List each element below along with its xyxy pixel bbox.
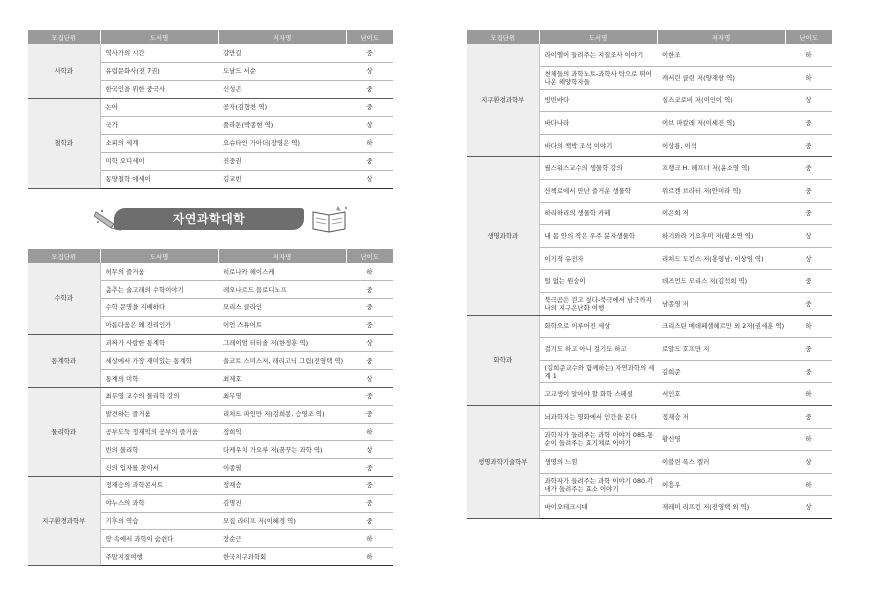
header-book: 도서명 bbox=[100, 249, 218, 263]
book-title: 신의 입자를 찾아서 bbox=[100, 459, 218, 477]
natural-science-table-continued bbox=[467, 30, 832, 519]
header-level: 난이도 bbox=[785, 30, 832, 44]
difficulty-level: 중 bbox=[346, 512, 393, 530]
author-name: 로알드 호프만 저 bbox=[657, 338, 785, 361]
difficulty-level: 하 bbox=[785, 44, 832, 67]
book-title: 기후의 역습 bbox=[100, 512, 218, 530]
difficulty-level: 상 bbox=[785, 496, 832, 519]
book-title: 생명의 느낌 bbox=[539, 451, 657, 474]
book-title: 논어 bbox=[100, 98, 218, 116]
difficulty-level: 상 bbox=[346, 116, 393, 134]
author-name: 리처드 파인만 저(김희봉, 승영조 역) bbox=[218, 405, 346, 423]
difficulty-level: 하 bbox=[346, 263, 393, 281]
difficulty-level: 하 bbox=[346, 530, 393, 548]
book-title: 발견하는 즐거움 bbox=[100, 405, 218, 423]
header-unit: 모집단위 bbox=[28, 249, 100, 263]
difficulty-level: 중 bbox=[346, 80, 393, 98]
author-name: 이상룡, 이석 bbox=[657, 134, 785, 157]
table-row bbox=[467, 406, 832, 429]
book-title: 야누스의 과학 bbox=[100, 494, 218, 512]
table-body bbox=[28, 263, 393, 566]
section-banner bbox=[94, 204, 354, 234]
book-title: 하리하리의 생물학 카페 bbox=[539, 202, 657, 225]
author-name: 레오나르드 믈로디노프 bbox=[218, 281, 346, 299]
table-row bbox=[28, 334, 393, 352]
author-name: 하기와라 기요후미 저(황소연 역) bbox=[657, 225, 785, 248]
book-title: (김희준교수와 함께하는) 자연과학의 세계 1 bbox=[539, 360, 657, 383]
author-name: 캐서린 클린 저(양재삼 역) bbox=[657, 67, 785, 90]
header-row bbox=[28, 249, 393, 263]
table-row bbox=[28, 98, 393, 116]
unit-cell: 사학과 bbox=[28, 44, 100, 98]
table-row bbox=[28, 477, 393, 495]
book-title: 내 몸 안의 작은 우주 분자생물학 bbox=[539, 225, 657, 248]
author-name: 모리스 클라인 bbox=[218, 299, 346, 317]
unit-cell: 지구환경과학부 bbox=[467, 44, 539, 157]
difficulty-level: 하 bbox=[785, 473, 832, 496]
natural-science-table bbox=[28, 249, 393, 566]
table-body bbox=[467, 44, 832, 518]
author-name: 정재승 bbox=[218, 477, 346, 495]
author-name: 최제호 bbox=[218, 370, 346, 388]
table-row bbox=[28, 388, 393, 406]
book-title: 국가 bbox=[100, 116, 218, 134]
author-name: 다케우치 가오루 저(꿈꾸는 과학 역) bbox=[218, 441, 346, 459]
difficulty-level: 상 bbox=[785, 247, 832, 270]
header-row bbox=[467, 30, 832, 44]
book-title: 주말지질여행 bbox=[100, 548, 218, 566]
difficulty-level: 중 bbox=[346, 281, 393, 299]
difficulty-level: 상 bbox=[785, 451, 832, 474]
difficulty-level: 중 bbox=[785, 338, 832, 361]
author-name: 김교빈 bbox=[218, 170, 346, 188]
author-name: 공자(김형찬 역) bbox=[218, 98, 346, 116]
author-name: 김명진 bbox=[218, 494, 346, 512]
author-name: 강만길 bbox=[218, 44, 346, 62]
difficulty-level: 중 bbox=[785, 406, 832, 429]
difficulty-level: 하 bbox=[785, 383, 832, 406]
author-name: 이브 파칼레 저(이세진 역) bbox=[657, 112, 785, 135]
header-unit: 모집단위 bbox=[467, 30, 539, 44]
book-title: 고교생이 알아야 할 화학 스페셜 bbox=[539, 383, 657, 406]
book-title: 유럽문화사(전 7권) bbox=[100, 62, 218, 80]
book-title: 필스워스교수의 생물학 강의 bbox=[539, 157, 657, 180]
author-name: 프랭크 H. 헤프너 저(윤소영 역) bbox=[657, 157, 785, 180]
header-author: 저자명 bbox=[657, 30, 785, 44]
difficulty-level: 상 bbox=[346, 334, 393, 352]
book-title: 걸기도 하고 아니 걸기도 하고 bbox=[539, 338, 657, 361]
banner-title: 자연과학대학 bbox=[172, 212, 246, 226]
difficulty-level: 중 bbox=[346, 494, 393, 512]
difficulty-level: 중 bbox=[785, 112, 832, 135]
book-title: 통계의 미학 bbox=[100, 370, 218, 388]
book-title: 세상에서 가장 재미있는 통계학 bbox=[100, 352, 218, 370]
difficulty-level: 중 bbox=[346, 388, 393, 406]
book-title: 최무영 교수의 물리학 강의 bbox=[100, 388, 218, 406]
author-name: 실스코로비 저(이인이 역) bbox=[657, 89, 785, 112]
book-icon bbox=[310, 204, 350, 234]
difficulty-level: 중 bbox=[785, 134, 832, 157]
author-name: 모집 라티프 저(이혜경 역) bbox=[218, 512, 346, 530]
header-author: 저자명 bbox=[218, 30, 346, 44]
difficulty-level: 상 bbox=[346, 441, 393, 459]
author-name: 제레미 리프킨 저(전영택 외 역) bbox=[657, 496, 785, 519]
book-title: 역사가의 시간 bbox=[100, 44, 218, 62]
unit-cell: 물리학과 bbox=[28, 388, 100, 477]
difficulty-level: 중 bbox=[346, 316, 393, 334]
unit-cell: 지구환경과학부 bbox=[28, 477, 100, 566]
author-name: 리처드 도킨스 저(홍영남, 이상임 역) bbox=[657, 247, 785, 270]
author-name: 도날드 서순 bbox=[218, 62, 346, 80]
difficulty-level: 하 bbox=[346, 134, 393, 152]
banner-ribbon bbox=[114, 208, 304, 230]
author-name: 플라톤(박종현 역) bbox=[218, 116, 346, 134]
difficulty-level: 하 bbox=[785, 315, 832, 338]
book-title: 뇌과학자는 영화에서 인간을 본다 bbox=[539, 406, 657, 429]
difficulty-level: 중 bbox=[346, 299, 393, 317]
book-title: 수학 문명을 지배하다 bbox=[100, 299, 218, 317]
author-name: 진중권 bbox=[218, 152, 346, 170]
book-title: 동양철학 에세이 bbox=[100, 170, 218, 188]
difficulty-level: 상 bbox=[346, 170, 393, 188]
author-name: 그레이엄 터터솔 저(한정훈 역) bbox=[218, 334, 346, 352]
difficulty-level: 하 bbox=[785, 428, 832, 451]
difficulty-level: 중 bbox=[346, 352, 393, 370]
difficulty-level: 중 bbox=[785, 270, 832, 293]
book-title: 괴짜가 사랑한 통계학 bbox=[100, 334, 218, 352]
author-name: 최무영 bbox=[218, 388, 346, 406]
book-title: 빙빈바다 bbox=[539, 89, 657, 112]
header-book: 도서명 bbox=[539, 30, 657, 44]
unit-cell: 철학과 bbox=[28, 98, 100, 188]
book-title: 바이오테크시대 bbox=[539, 496, 657, 519]
book-title: 땅 속에서 과학이 숨쉰다 bbox=[100, 530, 218, 548]
difficulty-level: 중 bbox=[346, 98, 393, 116]
book-title: 한국인을 위한 중국사 bbox=[100, 80, 218, 98]
difficulty-level: 중 bbox=[785, 180, 832, 203]
header-book: 도서명 bbox=[100, 30, 218, 44]
author-name: 신성곤 bbox=[218, 80, 346, 98]
header-level: 난이도 bbox=[346, 30, 393, 44]
difficulty-level: 상 bbox=[346, 370, 393, 388]
difficulty-level: 상 bbox=[785, 225, 832, 248]
book-title: 이기적 유전자 bbox=[539, 247, 657, 270]
book-title: 빈의 물리학 bbox=[100, 441, 218, 459]
author-name: 이언 스튜어트 bbox=[218, 316, 346, 334]
author-name: 정재승 저 bbox=[657, 406, 785, 429]
author-name: 요슈타인 가아더(장영은 역) bbox=[218, 134, 346, 152]
table-body bbox=[28, 44, 393, 188]
book-title: 춤추는 술고래의 수학이야기 bbox=[100, 281, 218, 299]
difficulty-level: 중 bbox=[785, 202, 832, 225]
book-title: 과학자가 들려주는 과학 이야기 085.통순이 들려주는 효기체로 이야기 bbox=[539, 428, 657, 451]
table-row bbox=[467, 157, 832, 180]
author-name: 크리스틴 메데페셀헤르만 외 2저(권세훈 역) bbox=[657, 315, 785, 338]
author-name: 이한조 bbox=[657, 44, 785, 67]
author-name: 장순근 bbox=[218, 530, 346, 548]
book-title: 산책로에서 만난 즐거운 생물학 bbox=[539, 180, 657, 203]
table-header bbox=[28, 30, 393, 44]
book-title: 아름다움은 왜 진리인가 bbox=[100, 316, 218, 334]
unit-cell: 생명과학과 bbox=[467, 157, 539, 315]
table-row bbox=[28, 263, 393, 281]
table-header bbox=[28, 249, 393, 263]
header-unit: 모집단위 bbox=[28, 30, 100, 44]
difficulty-level: 하 bbox=[346, 548, 393, 566]
book-title: 공부도둑 정재익의 공부의 즐거움 bbox=[100, 423, 218, 441]
book-title: 정재승의 과학콘서트 bbox=[100, 477, 218, 495]
book-title: 미학 오디세이 bbox=[100, 152, 218, 170]
difficulty-level: 하 bbox=[346, 423, 393, 441]
table-row bbox=[467, 44, 832, 67]
difficulty-level: 중 bbox=[785, 360, 832, 383]
unit-cell: 수학과 bbox=[28, 263, 100, 334]
difficulty-level: 중 bbox=[346, 152, 393, 170]
unit-cell: 생명과학기술학부 bbox=[467, 406, 539, 519]
header-author: 저자명 bbox=[218, 249, 346, 263]
book-title: 라이엘이 들려주는 지질조사 이야기 bbox=[539, 44, 657, 67]
author-name: 정희익 bbox=[218, 423, 346, 441]
book-title: 천체들의 과학노트-과학사 탁으로 뛰어 나온 해양학자들 bbox=[539, 67, 657, 90]
book-title: 화학으로 이루어진 세상 bbox=[539, 315, 657, 338]
author-name: 한국지구과학회 bbox=[218, 548, 346, 566]
author-name: 울코트 스미스저, 래리고닉 그림(전영택 역) bbox=[218, 352, 346, 370]
humanities-table bbox=[28, 30, 393, 189]
author-name: 히로나카 헤이스케 bbox=[218, 263, 346, 281]
difficulty-level: 중 bbox=[785, 293, 832, 316]
unit-cell: 통계학과 bbox=[28, 334, 100, 387]
difficulty-level: 중 bbox=[346, 477, 393, 495]
book-title: 소피의 세계 bbox=[100, 134, 218, 152]
author-name: 이흥우 bbox=[657, 473, 785, 496]
difficulty-level: 중 bbox=[346, 459, 393, 477]
difficulty-level: 하 bbox=[785, 67, 832, 90]
author-name: 데즈먼드 모리스 저(김석희 역) bbox=[657, 270, 785, 293]
unit-cell: 화학과 bbox=[467, 315, 539, 405]
book-title: 허무의 즐거움 bbox=[100, 263, 218, 281]
table-header bbox=[467, 30, 832, 44]
difficulty-level: 중 bbox=[785, 157, 832, 180]
difficulty-level: 중 bbox=[346, 44, 393, 62]
table-row bbox=[467, 315, 832, 338]
book-title: 북극곰은 걷고 싶다-북극에서 남극까지 나의 지구온난화 여행 bbox=[539, 293, 657, 316]
author-name: 서인호 bbox=[657, 383, 785, 406]
header-row bbox=[28, 30, 393, 44]
author-name: 김희준 bbox=[657, 360, 785, 383]
difficulty-level: 중 bbox=[346, 405, 393, 423]
book-title: 바다나라 bbox=[539, 112, 657, 135]
header-level: 난이도 bbox=[346, 249, 393, 263]
author-name: 위르겐 브라터 저(안미라 역) bbox=[657, 180, 785, 203]
book-title: 과학자가 들려주는 과학 이야기 080.각네가 들려주는 효소 이야기 bbox=[539, 473, 657, 496]
difficulty-level: 상 bbox=[785, 89, 832, 112]
author-name: 남종영 저 bbox=[657, 293, 785, 316]
table-row bbox=[28, 44, 393, 62]
difficulty-level: 상 bbox=[346, 62, 393, 80]
book-title: 털 없는 원숭이 bbox=[539, 270, 657, 293]
author-name: 이종필 bbox=[218, 459, 346, 477]
author-name: 이블린 폭스 켈러 bbox=[657, 451, 785, 474]
book-title: 바다의 책박 조석 이야기 bbox=[539, 134, 657, 157]
author-name: 이은희 저 bbox=[657, 202, 785, 225]
author-name: 황신영 bbox=[657, 428, 785, 451]
